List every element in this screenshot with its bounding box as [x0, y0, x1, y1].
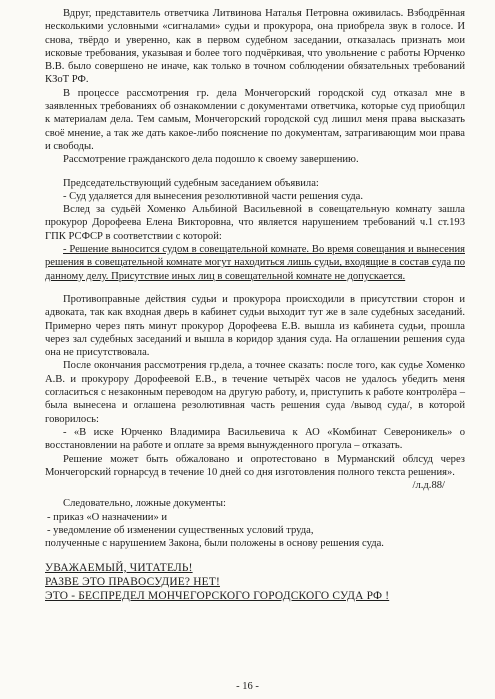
closing-address-reader: УВАЖАЕМЫЙ, ЧИТАТЕЛЬ! [45, 561, 193, 574]
paragraph-false-documents: Следовательно, ложные документы: [63, 498, 226, 510]
page-number: - 16 - [236, 680, 259, 692]
case-file-reference: /л.д.88/ [412, 480, 445, 492]
closing-question: РАЗВЕ ЭТО ПРАВОСУДИЕ? НЕТ! [45, 575, 220, 588]
paragraph-prosecutor-entered: Вслед за судьёй Хоменко Альбиной Васильевной в совещательную комнату зашла прокурор Дорофеева Елена Викторовна, что является нарушением требований ч.1 ст.193 ГПК РСФСР в соответствии с которой: [45, 204, 465, 242]
paragraph-decision-announced: После окончания рассмотрения гр.дела, а точнее сказать: после того, как судье Хоменко А.В. и прокурору Дорофеевой Е.В., в течение четырёх часов не удалось убедить меня согласиться с незаконным переводом на другую работу, и, приступить к работе контролёра – была вынесена и оглашена резолютивная часть решения суда /вывод суда/, в которой говорилось: [45, 360, 465, 425]
paragraph-basis-of-decision: полученные с нарушением Закона, были положены в основу решения суда. [45, 538, 384, 550]
paragraph-appeal-notice: Решение может быть обжаловано и опротестовано в Мурманский облсуд через Мончегорский горнарсуд в течение 10 дней со дня изготовления полного текста решения». [45, 453, 465, 478]
paragraph-decision-quote: - «В иске Юрченко Владимира Васильевича к АО «Комбинат Североникель» о восстановлении на работе и оплате за время вынужденного прогула – отказать. [45, 426, 465, 452]
paragraph-court-withdraws: - Суд удаляется для вынесения резолютивной части решения суда. [63, 190, 364, 202]
list-item-notice: - уведомление об изменении существенных условий труда, [47, 524, 314, 536]
paragraph-law-quote-art193: - Решение выносится судом в совещательной комнате. Во время совещания и вынесения решения в совещательной комнате могут находиться лишь судьи, входящие в состав суда по данному делу. Присутствие иных лиц в совещательной комнате не допускается. [45, 244, 465, 282]
paragraph-judge-announced: Председательствующий судебным заседанием объявила: [63, 177, 319, 189]
paragraph-representative-revived: Вдруг, представитель ответчика Литвинова Наталья Петровна оживилась. Взбодрённая несколькими условными «сигналами» судьи и прокурора, она приобрела звук в голосе. И снова, твёрдо и уверенно, как в первом судебном заседании, отказалась признать мои исковые требования, указывая и более того подчёркивая, что увольнение с работы Юрченко В.В. было совершено не иначе, как только в точном соблюдении обязательных требований КЗоТ РФ. [45, 8, 465, 86]
paragraph-court-refused-documents: В процессе рассмотрения гр. дела Мончегорский городской суд отказал мне в заявленных требованиях об ознакомлении с документами ответчика, которые суд приобщил к материалам дела. Тем самым, Мончегорский городской суд лишил меня права высказать своё мнение, а так же дать какое-либо пояснение по документам, затрагивающим мои права и свободы. [45, 87, 465, 152]
paragraph-unlawful-actions: Противоправные действия судьи и прокурора происходили в присутствии сторон и адвоката, так как входная дверь в кабинет судьи выходит тут же в зале судебных заседаний. Примерно через пять минут прокурор Дорофеева Е.В. вышла из кабинета судьи, прошла через зал судебных заседаний и вышла в коридор здания суда. На оглашении решения суда она не присутствовала. [45, 293, 465, 359]
paragraph-case-ending: Рассмотрение гражданского дела подошло к своему завершению. [63, 154, 359, 166]
list-item-order: - приказ «О назначении» и [47, 511, 168, 523]
closing-statement: ЭТО - БЕСПРЕДЕЛ МОНЧЕГОРСКОГО ГОРОДСКОГО СУДА РФ ! [45, 589, 390, 602]
